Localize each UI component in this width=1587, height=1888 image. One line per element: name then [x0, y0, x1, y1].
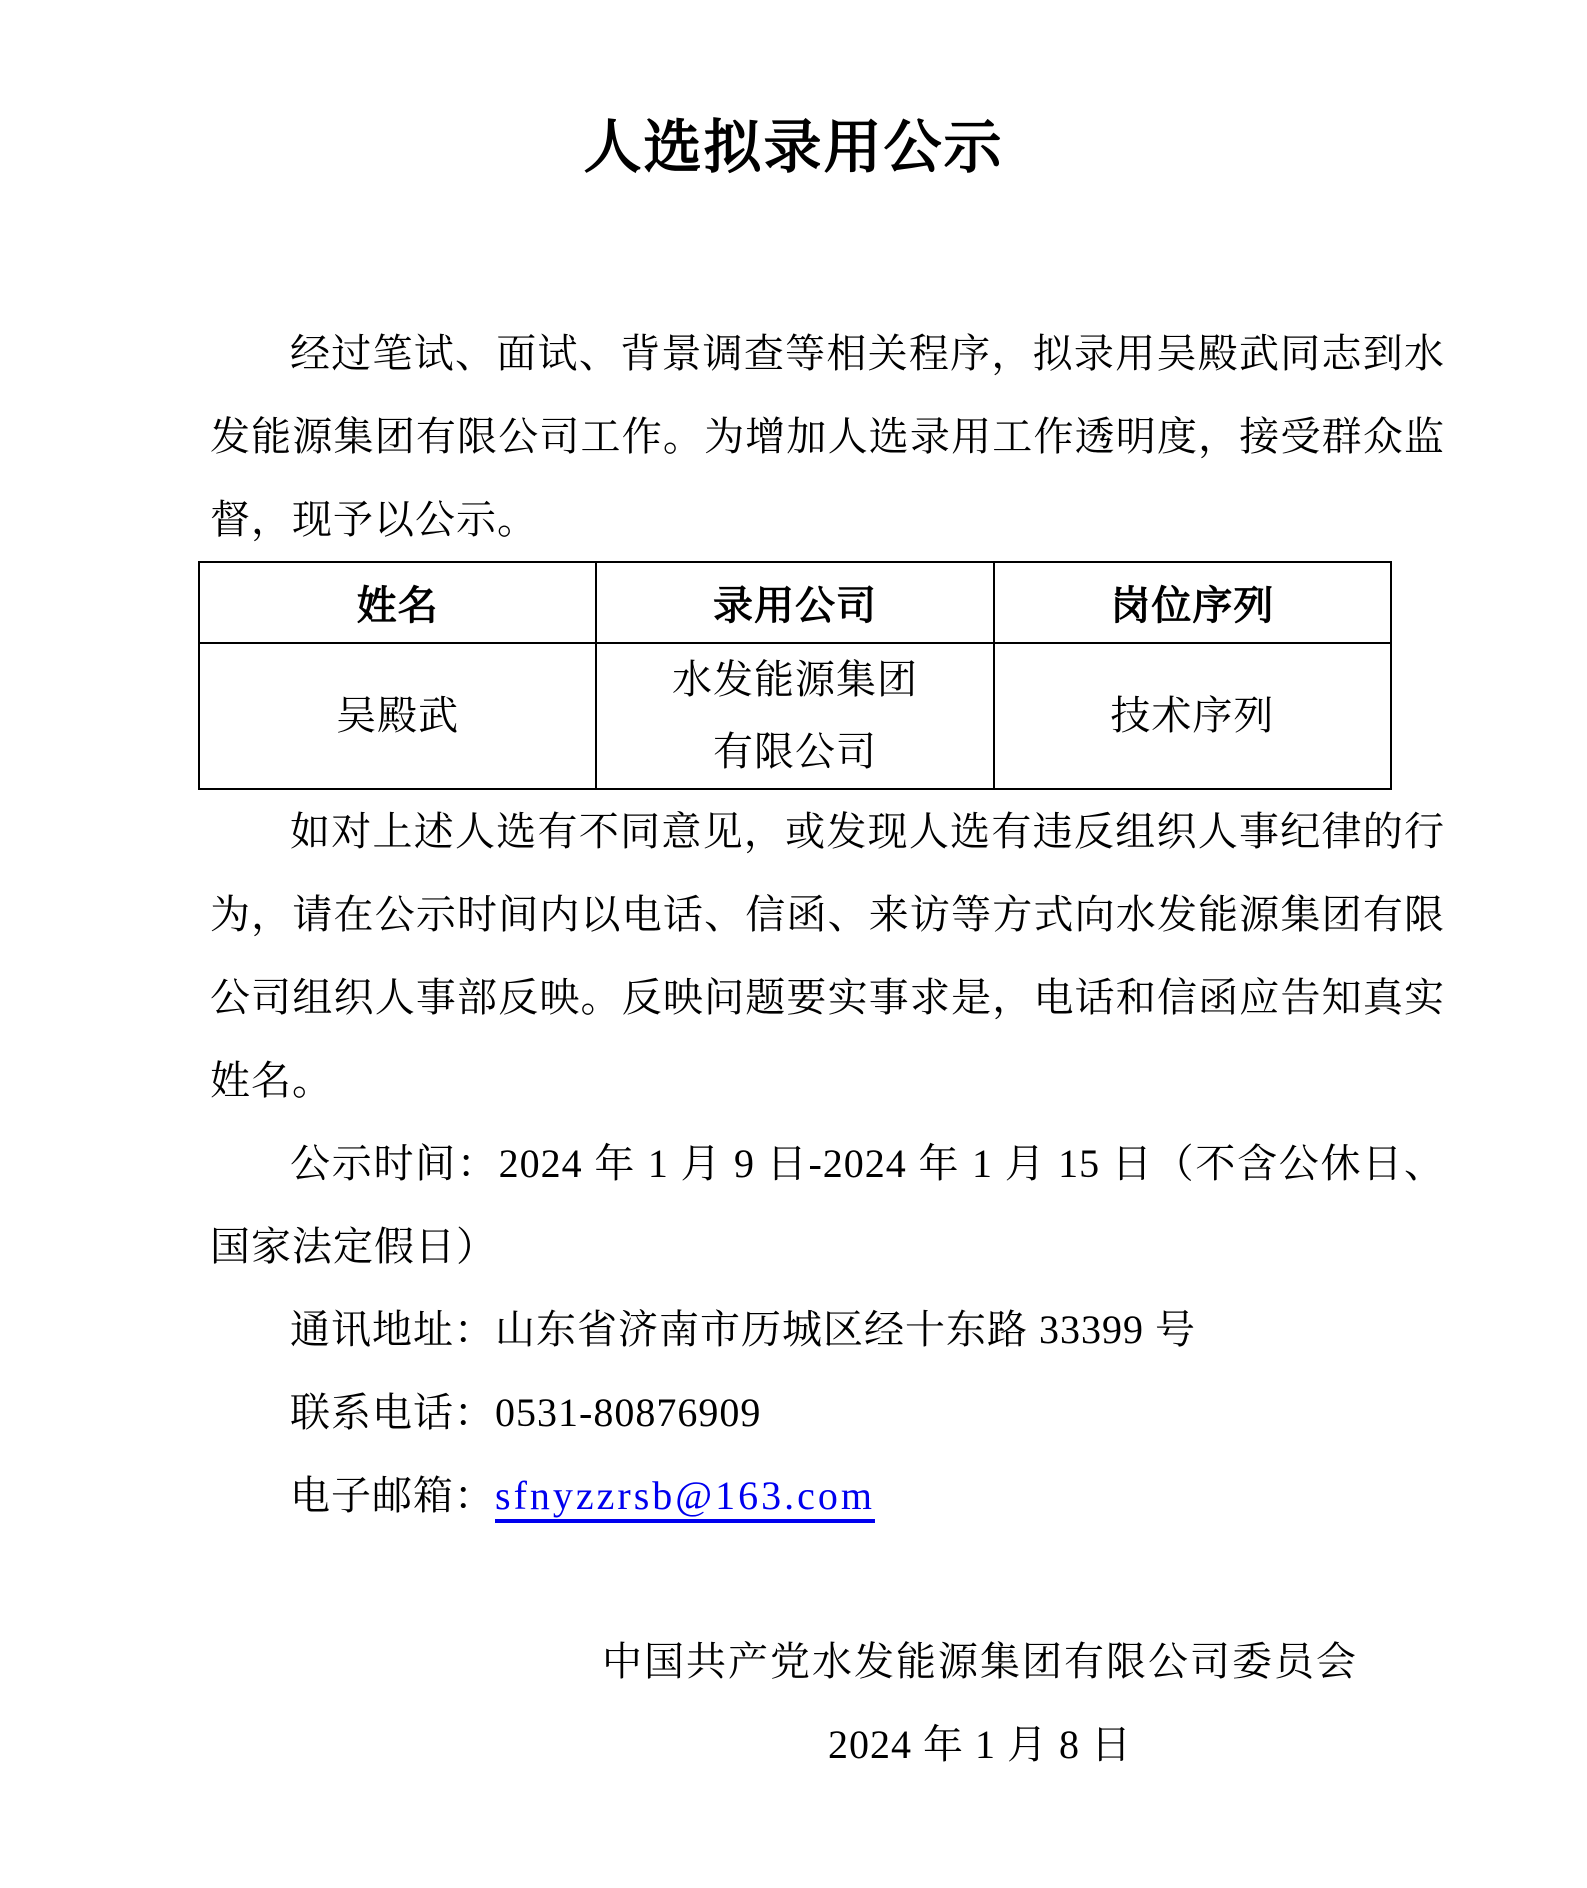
publicity-period-line: 公示时间：2024 年 1 月 9 日-2024 年 1 月 15 日（不含公休日、国家法定假日） — [210, 1141, 1445, 1269]
cell-company-line2: 有限公司 — [712, 729, 877, 774]
address-line: 通讯地址：山东省济南市历城区经十东路 33399 号 — [290, 1307, 1196, 1352]
cell-position: 技术序列 — [994, 643, 1391, 789]
table-header-company: 录用公司 — [596, 562, 993, 643]
cell-company — [596, 643, 993, 789]
signature-committee: 中国共产党水发能源集团有限公司委员会 — [602, 1639, 1358, 1684]
table-row — [199, 643, 1391, 789]
document-title: 人选拟录用公示 — [583, 113, 1004, 181]
objection-paragraph: 如对上述人选有不同意见，或发现人选有违反组织人事纪律的行为，请在公示时间内以电话、信函、来访等方式向水发能源集团有限公司组织人事部反映。反映问题要实事求是，电话和信函应告知真实姓名。 — [210, 809, 1445, 1103]
email-label: 电子邮箱： — [290, 1473, 495, 1518]
candidate-table-body — [199, 643, 1391, 789]
document-content — [210, 312, 1445, 1786]
table-header-row — [199, 562, 1391, 643]
candidate-table — [198, 561, 1392, 790]
cell-company-line1: 水发能源集团 — [671, 657, 918, 702]
intro-paragraph: 经过笔试、面试、背景调查等相关程序，拟录用吴殿武同志到水发能源集团有限公司工作。为增加人选录用工作透明度，接受群众监督，现予以公示。 — [210, 331, 1445, 542]
cell-name: 吴殿武 — [199, 643, 596, 789]
signature-date: 2024 年 1 月 8 日 — [828, 1722, 1132, 1767]
phone-line: 联系电话：0531-80876909 — [290, 1390, 762, 1435]
signature-block — [595, 1620, 1365, 1786]
table-header-name: 姓名 — [199, 562, 596, 643]
email-line — [210, 1454, 1445, 1537]
table-header-position: 岗位序列 — [994, 562, 1391, 643]
email-link[interactable]: sfnyzzrsb@163.com — [495, 1473, 875, 1518]
candidate-table-header — [199, 562, 1391, 643]
